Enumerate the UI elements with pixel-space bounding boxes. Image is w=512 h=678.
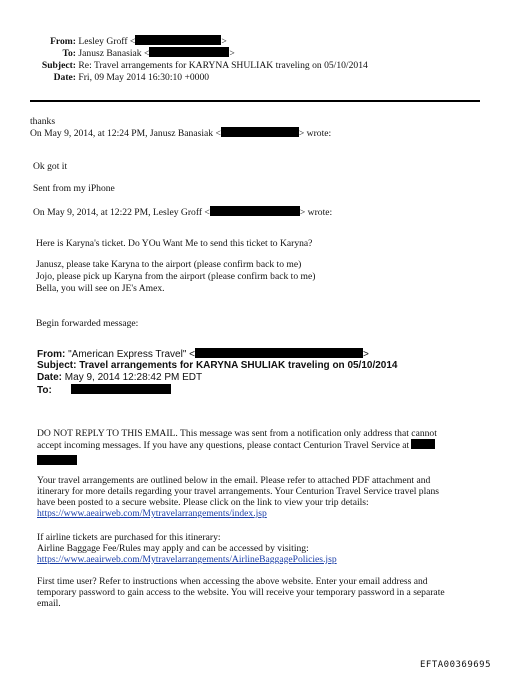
baggage-policies-link[interactable]: https://www.aeairweb.com/Mytravelarrangements/AirlineBaggagePolicies.jsp: [37, 554, 337, 565]
janusz-text: Janusz, please take Karyna to the airport (please confirm back to me): [36, 259, 302, 270]
quote-line-1: [30, 127, 331, 139]
trip-details-link[interactable]: https://www.aeairweb.com/Mytravelarrangements/index.jsp: [37, 508, 267, 519]
para4-line-2: temporary password to gain access to the website. You will receive your temporary password in a separate: [37, 587, 445, 598]
fwd-from-value: "American Express Travel" <: [68, 349, 195, 360]
date-value: Fri, 09 May 2014 16:30:10 +0000: [78, 72, 210, 83]
quote-line-1-post: > wrote:: [298, 128, 332, 139]
redaction: [135, 35, 221, 45]
noreply-line-2-text: accept incoming messages. If you have any questions, please contact Centurion Travel Service at: [37, 440, 410, 451]
fwd-subject-row: [37, 360, 398, 372]
redaction: [71, 384, 171, 394]
quote-line-2-pre: On May 9, 2014, at 12:22 PM, Lesley Groff <: [33, 207, 210, 218]
thanks-text: thanks: [30, 116, 56, 127]
fwd-date-value: May 9, 2014 12:28:42 PM EDT: [64, 372, 203, 383]
fwd-from-label: From:: [37, 349, 66, 360]
fwd-subject-label: Subject:: [37, 360, 77, 371]
para2-line-3: have been posted to a secure website. Please click on the link to view your trip details:: [37, 497, 369, 508]
to-end: >: [229, 48, 235, 59]
from-name: Lesley Groff <: [78, 36, 136, 47]
header-subject-row: [40, 60, 368, 71]
header-from-row: [40, 35, 227, 47]
ok-text: Ok got it: [33, 161, 68, 172]
bella-text: Bella, you will see on JE's Amex.: [36, 283, 165, 294]
para2-line-2: itinerary for more details regarding your travel arrangements. Your Centurion Travel Service travel plans: [37, 486, 440, 497]
para4-line-3: email.: [37, 598, 61, 609]
to-name: Janusz Banasiak <: [78, 48, 150, 59]
subject-label: Subject:: [41, 60, 76, 71]
redaction: [37, 455, 77, 465]
para2-line-1: Your travel arrangements are outlined below in the email. Please refer to attached PDF attachment and: [37, 475, 431, 486]
fwd-to-row: [37, 384, 171, 397]
document-id: EFTA00369695: [420, 660, 492, 670]
date-label: Date:: [53, 72, 76, 83]
from-label: From:: [50, 36, 76, 47]
baggage-link-row: [37, 554, 337, 565]
header-to-row: [40, 47, 235, 59]
quote-line-1-pre: On May 9, 2014, at 12:24 PM, Janusz Banasiak <: [30, 128, 221, 139]
fwd-date-row: [37, 372, 202, 384]
para4-line-1: First time user? Refer to instructions when accessing the above website. Enter your email address and: [37, 576, 428, 587]
redaction: [411, 439, 435, 449]
noreply-line-1: DO NOT REPLY TO THIS EMAIL. This message was sent from a notification only address that cannot: [37, 428, 437, 439]
quote-line-2: [33, 206, 332, 218]
begin-forwarded-text: Begin forwarded message:: [36, 318, 139, 329]
quote-line-2-post: > wrote:: [299, 207, 333, 218]
fwd-date-label: Date:: [37, 372, 63, 383]
redaction: [210, 206, 300, 216]
fwd-to-label: To:: [37, 385, 52, 396]
sent-from-text: Sent from my iPhone: [33, 183, 115, 194]
fwd-from-end: >: [363, 349, 369, 360]
noreply-line-3: [37, 451, 77, 469]
noreply-line-2: [37, 439, 435, 451]
redaction: [149, 47, 229, 57]
subject-value: Re: Travel arrangements for KARYNA SHULIAK traveling on 05/10/2014: [78, 60, 368, 71]
jojo-text: Jojo, please pick up Karyna from the airport (please confirm back to me): [36, 271, 316, 282]
trip-details-link-row: [37, 508, 267, 519]
redaction: [195, 348, 363, 358]
to-label: To:: [62, 48, 76, 59]
para3-line-2: Airline Baggage Fee/Rules may apply and can be accessed by visiting:: [37, 543, 309, 554]
fwd-subject-value: Travel arrangements for KARYNA SHULIAK traveling on 05/10/2014: [79, 360, 398, 371]
header-divider: [30, 100, 480, 102]
from-end: >: [221, 36, 227, 47]
header-date-row: [40, 72, 209, 83]
redaction: [221, 127, 299, 137]
ticket-text: Here is Karyna's ticket. Do YOu Want Me to send this ticket to Karyna?: [36, 238, 313, 249]
para3-line-1: If airline tickets are purchased for this itinerary:: [37, 532, 221, 543]
